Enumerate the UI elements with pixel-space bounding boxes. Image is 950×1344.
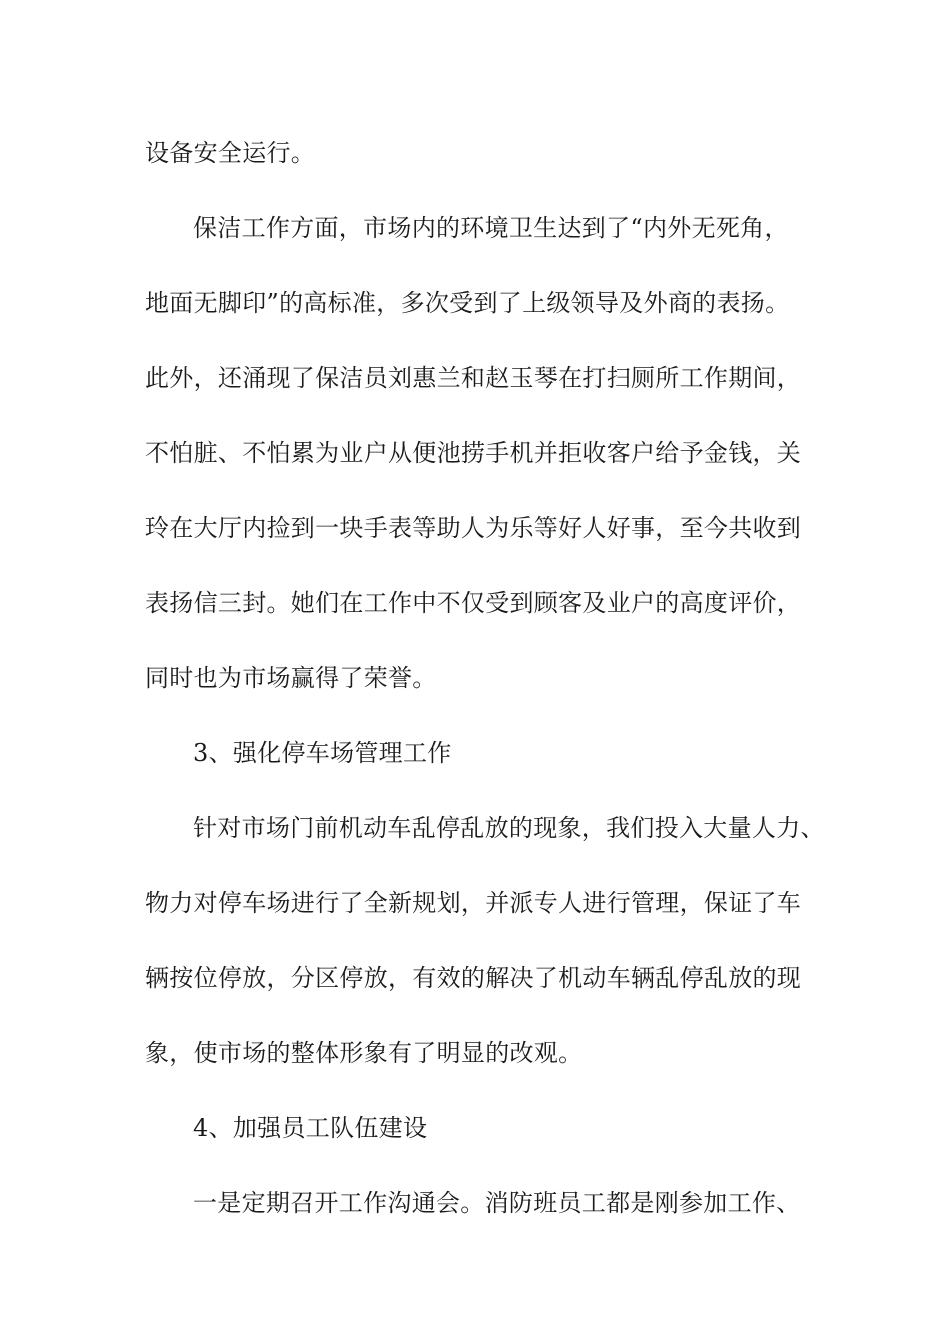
text-line: 物力对停车场进行了全新规划，并派专人进行管理，保证了车 xyxy=(145,889,802,917)
text-line: 设备安全运行。 xyxy=(145,139,316,167)
paragraph-start-line: 针对市场门前机动车乱停乱放的现象，我们投入大量人力、 xyxy=(193,814,825,842)
section-heading: 3、强化停车场管理工作 xyxy=(193,739,452,767)
text-line: 同时也为市场赢得了荣誉。 xyxy=(145,664,437,692)
section-heading: 4、加强员工队伍建设 xyxy=(193,1114,428,1142)
text-line: 辆按位停放，分区停放，有效的解决了机动车辆乱停乱放的现 xyxy=(145,964,802,992)
document-body xyxy=(145,128,825,1253)
text-line: 象，使市场的整体形象有了明显的改观。 xyxy=(145,1039,583,1067)
text-line: 不怕脏、不怕累为业户从便池捞手机并拒收客户给予金钱，关 xyxy=(145,439,802,467)
text-line: 表扬信三封。她们在工作中不仅受到顾客及业户的高度评价， xyxy=(145,589,802,617)
paragraph-start-line: 一是定期召开工作沟通会。消防班员工都是刚参加工作、 xyxy=(193,1189,801,1217)
paragraph-start-line: 保洁工作方面，市场内的环境卫生达到了“内外无死角， xyxy=(193,214,789,242)
text-line: 此外，还涌现了保洁员刘惠兰和赵玉琴在打扫厕所工作期间， xyxy=(145,364,802,392)
text-line: 玲在大厅内捡到一块手表等助人为乐等好人好事，至今共收到 xyxy=(145,514,802,542)
text-line: 地面无脚印”的高标准，多次受到了上级领导及外商的表扬。 xyxy=(145,289,790,317)
